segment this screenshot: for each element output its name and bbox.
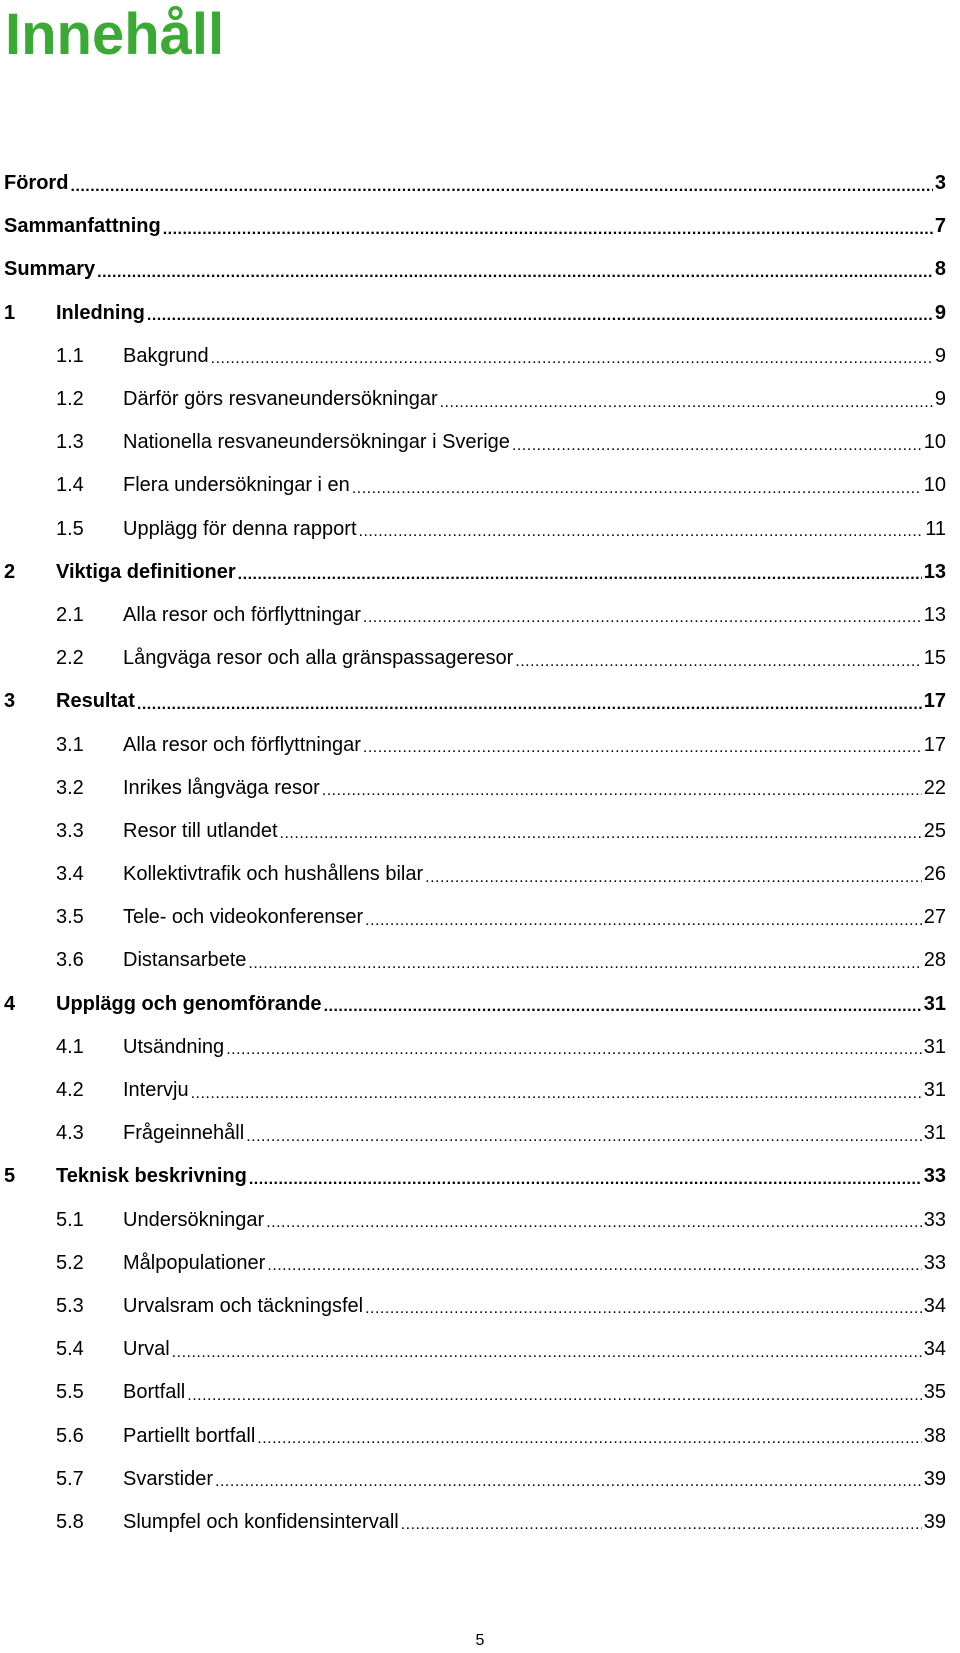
toc-entry-label: Slumpfel och konfidensintervall: [123, 1510, 399, 1533]
toc-dot-leader: [215, 1473, 922, 1491]
toc-entry-page: 38: [923, 1424, 946, 1447]
toc-entry[interactable]: [0, 767, 960, 810]
toc-entry-number: 5.3: [56, 1294, 84, 1317]
toc-entry-label: Långväga resor och alla gränspassageresor: [123, 647, 514, 670]
toc-dot-leader: [238, 566, 922, 584]
toc-entry[interactable]: [0, 810, 960, 853]
toc-dot-leader: [257, 1430, 921, 1448]
toc-dot-leader: [147, 307, 933, 325]
toc-dot-leader: [512, 437, 922, 455]
toc-entry[interactable]: [0, 162, 960, 205]
toc-entry-page: 31: [923, 1079, 946, 1102]
toc-dot-leader: [97, 264, 933, 282]
toc-entry[interactable]: [0, 1155, 960, 1198]
toc-entry-label: Resor till utlandet: [123, 819, 278, 842]
toc-entry-label: Distansarbete: [123, 949, 247, 972]
toc-entry-number: 5.1: [56, 1208, 84, 1231]
toc-entry-label: Viktiga definitioner: [56, 560, 236, 583]
toc-entry-number: 3.5: [56, 906, 84, 929]
toc-entry[interactable]: [0, 1285, 960, 1328]
toc-entry-number: 1.1: [56, 344, 84, 367]
toc-dot-leader: [440, 394, 933, 412]
toc-entry-number: 3.1: [56, 733, 84, 756]
toc-entry-page: 33: [923, 1165, 946, 1188]
toc-dot-leader: [226, 1041, 922, 1059]
toc-entry-page: 15: [923, 647, 946, 670]
toc-entry[interactable]: [0, 1242, 960, 1285]
toc-entry[interactable]: [0, 1199, 960, 1242]
toc-entry[interactable]: [0, 378, 960, 421]
toc-entry-number: 1.3: [56, 431, 84, 454]
toc-entry-label: Intervju: [123, 1079, 189, 1102]
toc-entry-label: Tele- och videokonferenser: [123, 906, 364, 929]
toc-dot-leader: [365, 1300, 922, 1318]
toc-entry-page: 34: [923, 1294, 946, 1317]
toc-entry-label: Sammanfattning: [4, 215, 161, 238]
toc-entry[interactable]: [0, 421, 960, 464]
toc-entry-number: 3.6: [56, 949, 84, 972]
toc-entry-page: 13: [923, 560, 946, 583]
toc-entry-number: 3: [4, 690, 16, 713]
toc-entry[interactable]: [0, 896, 960, 939]
toc-entry-page: 31: [923, 1035, 946, 1058]
toc-entry-number: 5.4: [56, 1338, 84, 1361]
toc-entry-label: Upplägg för denna rapport: [123, 517, 357, 540]
toc-entry[interactable]: [0, 335, 960, 378]
toc-entry-page: 35: [923, 1381, 946, 1404]
toc-entry-number: 1.5: [56, 517, 84, 540]
toc-entry-number: 2.2: [56, 647, 84, 670]
toc-entry[interactable]: [0, 1112, 960, 1155]
toc-entry-label: Kollektivtrafik och hushållens bilar: [123, 863, 424, 886]
toc-entry-page: 3: [934, 172, 946, 195]
toc-entry-label: Alla resor och förflyttningar: [123, 603, 361, 626]
toc-entry-page: 34: [923, 1338, 946, 1361]
toc-dot-leader: [266, 1214, 922, 1232]
toc-entry[interactable]: [0, 292, 960, 335]
page-number: 5: [475, 1632, 485, 1649]
toc-entry-page: 22: [923, 776, 946, 799]
toc-entry[interactable]: [0, 248, 960, 291]
toc-dot-leader: [363, 739, 922, 757]
toc-dot-leader: [172, 1344, 922, 1362]
toc-dot-leader: [280, 825, 922, 843]
toc-entry-label: Frågeinnehåll: [123, 1122, 245, 1145]
toc-entry-number: 1: [4, 301, 16, 324]
toc-dot-leader: [363, 609, 922, 627]
toc-dot-leader: [425, 869, 922, 887]
toc-dot-leader: [211, 350, 933, 368]
toc-entry-page: 31: [923, 1122, 946, 1145]
toc-dot-leader: [249, 1171, 922, 1189]
toc-entry-page: 26: [923, 863, 946, 886]
toc-dot-leader: [365, 912, 922, 930]
toc-dot-leader: [322, 782, 922, 800]
toc-entry-page: 17: [923, 690, 946, 713]
toc-dot-leader: [137, 696, 922, 714]
toc-entry[interactable]: [0, 508, 960, 551]
toc-entry-page: 31: [923, 992, 946, 1015]
toc-entry-number: 4: [4, 992, 16, 1015]
toc-entry[interactable]: [0, 1414, 960, 1457]
toc-entry-page: 33: [923, 1251, 946, 1274]
toc-entry-number: 1.4: [56, 474, 84, 497]
toc-dot-leader: [191, 1085, 922, 1103]
toc-entry-page: 9: [934, 301, 946, 324]
toc-entry-label: Urvalsram och täckningsfel: [123, 1294, 364, 1317]
toc-entry-page: 33: [923, 1208, 946, 1231]
toc-entry[interactable]: [0, 1026, 960, 1069]
toc-entry-page: 25: [923, 819, 946, 842]
toc-entry-number: 2: [4, 560, 16, 583]
toc-entry-page: 11: [925, 517, 946, 540]
toc-entry-label: Målpopulationer: [123, 1251, 266, 1274]
toc-entry[interactable]: [0, 983, 960, 1026]
toc-entry-number: 3.3: [56, 819, 84, 842]
toc-entry-label: Inrikes långväga resor: [123, 776, 320, 799]
toc-entry-page: 9: [934, 388, 946, 411]
toc-entry-label: Inledning: [56, 301, 145, 324]
toc-entry-number: 2.1: [56, 603, 84, 626]
toc-entry-label: Bakgrund: [123, 344, 209, 367]
toc-dot-leader: [324, 998, 922, 1016]
toc-dot-leader: [515, 653, 922, 671]
table-of-contents: [0, 162, 960, 1544]
toc-entry-label: Summary: [4, 258, 96, 281]
toc-entry[interactable]: [0, 1458, 960, 1501]
toc-entry-label: Därför görs resvaneundersökningar: [123, 388, 438, 411]
toc-entry-number: 3.4: [56, 863, 84, 886]
toc-entry-label: Partiellt bortfall: [123, 1424, 256, 1447]
toc-entry[interactable]: [0, 1371, 960, 1414]
toc-dot-leader: [401, 1516, 922, 1534]
toc-dot-leader: [359, 523, 924, 541]
toc-entry[interactable]: [0, 551, 960, 594]
toc-entry-label: Nationella resvaneundersökningar i Sverige: [123, 431, 510, 454]
toc-entry-page: 39: [923, 1467, 946, 1490]
toc-entry[interactable]: [0, 464, 960, 507]
toc-entry[interactable]: [0, 680, 960, 723]
toc-entry-label: Svarstider: [123, 1467, 214, 1490]
toc-entry[interactable]: [0, 1069, 960, 1112]
toc-entry-page: 27: [923, 906, 946, 929]
toc-dot-leader: [187, 1387, 922, 1405]
toc-entry-page: 8: [934, 258, 946, 281]
toc-dot-leader: [248, 955, 921, 973]
toc-entry[interactable]: [0, 853, 960, 896]
toc-entry-label: Bortfall: [123, 1381, 186, 1404]
toc-entry-label: Teknisk beskrivning: [56, 1165, 247, 1188]
toc-entry[interactable]: [0, 1328, 960, 1371]
toc-entry-label: Upplägg och genomförande: [56, 992, 322, 1015]
toc-entry-page: 10: [923, 431, 946, 454]
toc-entry-number: 5.5: [56, 1381, 84, 1404]
toc-entry-page: 10: [923, 474, 946, 497]
toc-dot-leader: [163, 221, 933, 239]
toc-entry-page: 17: [923, 733, 946, 756]
toc-entry-label: Förord: [4, 172, 69, 195]
toc-entry-number: 4.2: [56, 1079, 84, 1102]
toc-entry-number: 5.2: [56, 1251, 84, 1274]
toc-entry-label: Alla resor och förflyttningar: [123, 733, 361, 756]
toc-entry-number: 4.3: [56, 1122, 84, 1145]
toc-entry-page: 9: [934, 344, 946, 367]
toc-entry-label: Undersökningar: [123, 1208, 265, 1231]
toc-entry-page: 28: [923, 949, 946, 972]
toc-entry-number: 4.1: [56, 1035, 84, 1058]
toc-entry-page: 7: [934, 215, 946, 238]
toc-entry[interactable]: [0, 637, 960, 680]
toc-entry-page: 13: [923, 603, 946, 626]
toc-entry-label: Resultat: [56, 690, 135, 713]
toc-entry-number: 5.8: [56, 1510, 84, 1533]
toc-entry-number: 5.7: [56, 1467, 84, 1490]
toc-entry-label: Urval: [123, 1338, 170, 1361]
toc-dot-leader: [352, 480, 922, 498]
toc-dot-leader: [267, 1257, 921, 1275]
toc-entry-number: 5.6: [56, 1424, 84, 1447]
toc-entry-number: 1.2: [56, 388, 84, 411]
page-title: Innehåll: [5, 2, 225, 67]
toc-entry-page: 39: [923, 1510, 946, 1533]
toc-dot-leader: [246, 1128, 922, 1146]
toc-entry-label: Utsändning: [123, 1035, 225, 1058]
toc-dot-leader: [70, 178, 932, 196]
toc-entry-number: 3.2: [56, 776, 84, 799]
toc-entry[interactable]: [0, 939, 960, 982]
toc-entry-label: Flera undersökningar i en: [123, 474, 350, 497]
toc-entry[interactable]: [0, 723, 960, 766]
toc-entry[interactable]: [0, 1501, 960, 1544]
toc-entry-number: 5: [4, 1165, 16, 1188]
toc-entry[interactable]: [0, 594, 960, 637]
toc-entry[interactable]: [0, 205, 960, 248]
